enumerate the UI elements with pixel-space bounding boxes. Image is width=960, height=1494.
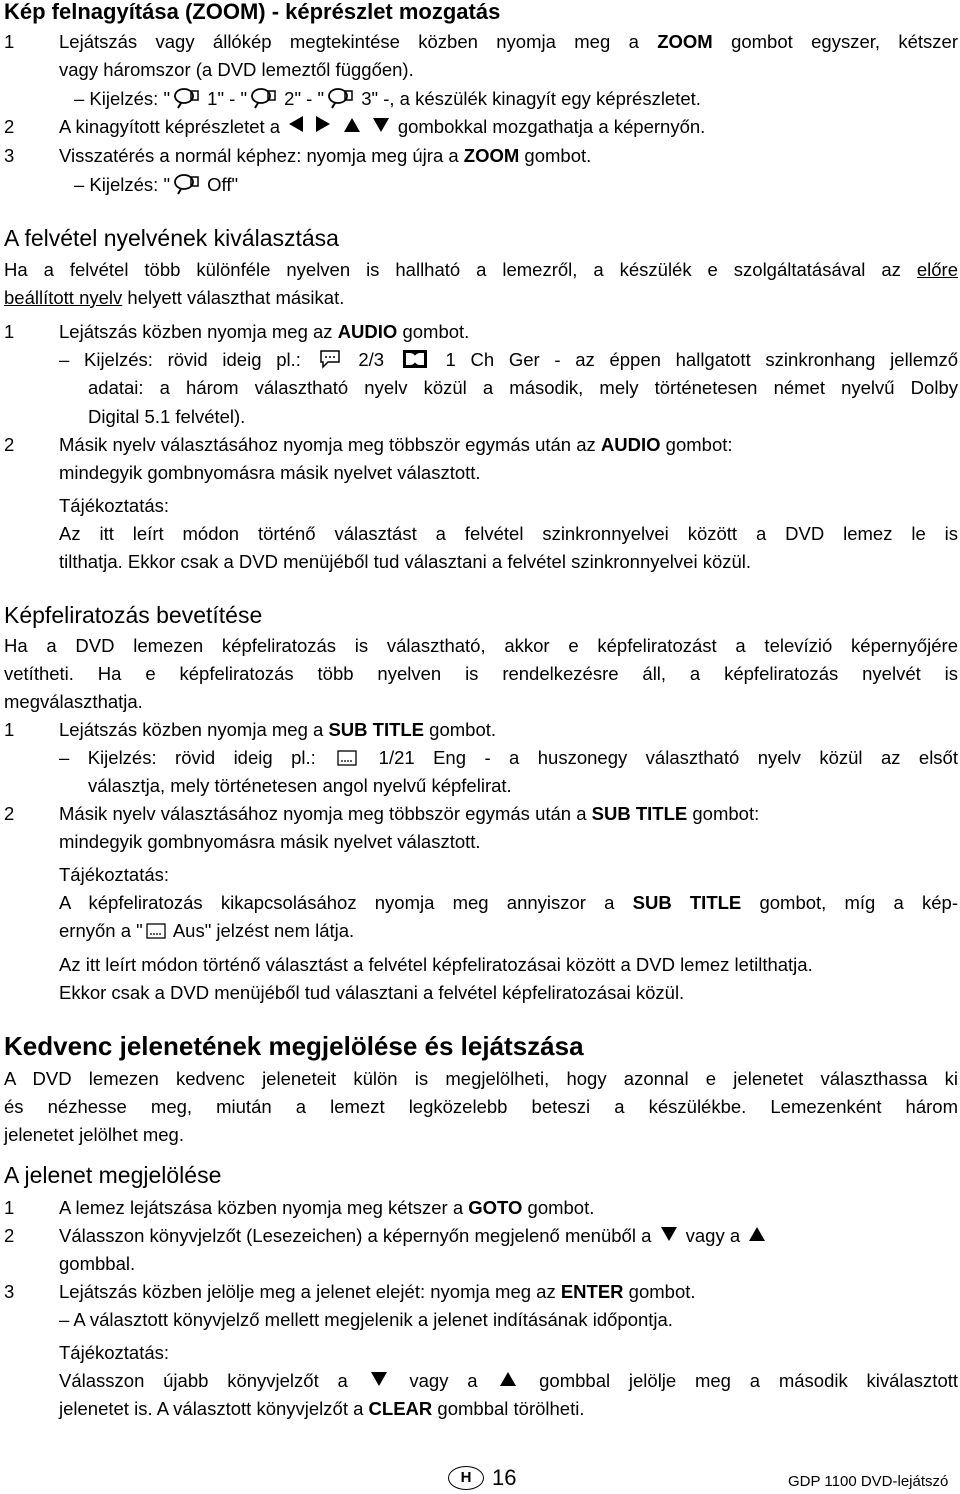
zoom-magnifier-icon [172,173,200,195]
language-badge: H [448,1466,484,1490]
step-number: 1 [4,719,15,740]
arrow-down-icon [371,1372,387,1386]
zoom-step-2: A kinagyított képrészletet a gombokkal mozgathatja a képernyőn. [59,116,706,137]
subtitle-info1-line2: ernyőn a " Aus" jelzést nem látja. [59,920,355,941]
subtitle-icon [145,921,167,941]
arrow-up-icon [500,1372,516,1386]
section-title-zoom: Kép felnagyítása (ZOOM) - képrészlet mozgatás [4,0,501,24]
zoom-step-1-cont: vagy háromszor (a DVD lemeztől függően). [59,59,414,80]
step-number: 1 [4,31,15,52]
mark-info-line2: jelenetet is. A választott könyvjelzőt a CLEAR gombbal törölheti. [59,1398,585,1419]
subtitle-display-line2: választja, mely történetesen angol nyelvű képfelirat. [88,775,512,796]
audio-display-line1: – Kijelzés: rövid ideig pl.: 2/3 1 Ch Ger - az éppen hallgatott szinkronhang jellemző [59,349,959,370]
subtitle-icon [336,748,358,768]
zoom-display-line: – Kijelzés: " 1" - " 2" - " 3" -, a készülék kinagyít egy képrészletet. [74,88,701,109]
subtitle-intro-line3: megválaszthatja. [4,691,143,712]
favorites-intro-line2: és nézhesse meg, miután a lemezt legközelebb beteszi a készülékbe. Lemezenként három [4,1096,958,1117]
zoom-off-display: – Kijelzés: " Off" [74,174,239,195]
zoom-magnifier-icon [249,87,277,109]
arrow-left-icon [289,116,303,132]
mark-info-line1: Válasszon újabb könyvjelzőt a vagy a gombbal jelölje meg a második kiválasztott [59,1370,959,1391]
step-number: 1 [4,1197,15,1218]
step-number: 2 [4,1225,15,1246]
mark-step-1: A lemez lejátszása közben nyomja meg kétszer a GOTO gombot. [59,1197,595,1218]
section-title-mark-scene: A jelenet megjelölése [4,1162,222,1188]
page-number: 16 [492,1465,517,1490]
zoom-magnifier-icon [172,87,200,109]
favorites-intro-line3: jelenetet jelölhet meg. [4,1124,184,1145]
audio-step-2-cont: mindegyik gombnyomásra másik nyelvet választott. [59,462,481,483]
section-title-audio: A felvétel nyelvének kiválasztása [4,225,339,251]
subtitle-step-2-cont: mindegyik gombnyomásra másik nyelvet választott. [59,831,481,852]
model-name: GDP 1100 DVD-lejátszó [788,1473,949,1490]
arrow-up-icon [749,1227,765,1241]
audio-display-line2: adatai: a három választható nyelv közül a második, mely történetesen német nyelvű Dolby [88,377,958,398]
mark-step-3: Lejátszás közben jelölje meg a jelenet elejét: nyomja meg az ENTER gombot. [59,1281,696,1302]
section-title-subtitles: Képfeliratozás bevetítése [4,602,263,628]
step-number: 2 [4,803,15,824]
subtitle-info2-line2: Ekkor csak a DVD menüjéből tud választani a felvétel képfeliratozásai közül. [59,982,685,1003]
arrow-up-icon [344,118,360,132]
zoom-step-3: Visszatérés a normál képhez: nyomja meg újra a ZOOM gombot. [59,145,592,166]
audio-info-line2: tilthatja. Ekkor csak a DVD menüjéből tud választani a felvétel szinkronnyelvei közül. [59,551,752,572]
audio-step-2: Másik nyelv választásához nyomja meg többször egymás után az AUDIO gombot: [59,434,733,455]
step-number: 2 [4,434,15,455]
info-heading: Tájékoztatás: [59,1342,170,1363]
info-heading: Tájékoztatás: [59,864,170,885]
step-number: 3 [4,145,15,166]
subtitle-info2-line1: Az itt leírt módon történő választást a felvétel képfeliratozásai között a DVD lemez letilthatja. [59,954,813,975]
step-number: 2 [4,116,15,137]
info-heading: Tájékoztatás: [59,495,170,516]
mark-step-2: Válasszon könyvjelzőt (Lesezeichen) a képernyőn megjelenő menüből a vagy a [59,1224,769,1248]
step-number: 1 [4,321,15,342]
section-title-favorites: Kedvenc jelenetének megjelölése és lejátszása [4,1031,584,1061]
zoom-magnifier-icon [326,87,354,109]
subtitle-step-1: Lejátszás közben nyomja meg a SUB TITLE gombot. [59,719,497,740]
audio-display-line3: Digital 5.1 felvétel). [88,406,246,427]
audio-info-line1: Az itt leírt módon történő választást a felvétel szinkronnyelvei között a DVD lemez le is [59,523,958,544]
subtitle-step-2: Másik nyelv választásához nyomja meg többször egymás után a SUB TITLE gombot: [59,803,760,824]
subtitle-intro-line2: vetítheti. Ha e képfeliratozás több nyelven is rendelkezésre áll, a képfeliratozás nyelvét is [4,663,958,684]
arrow-right-icon [316,116,330,132]
mark-step-2-cont: gombbal. [59,1253,136,1274]
audio-intro-line1: Ha a felvétel több különféle nyelven is hallható a lemezről, a készülék e szolgáltatásával az előre [4,259,958,280]
subtitle-info1-line1: A képfeliratozás kikapcsolásához nyomja meg annyiszor a SUB TITLE gombot, míg a kép- [59,892,958,913]
audio-step-1: Lejátszás közben nyomja meg az AUDIO gombot. [59,321,470,342]
audio-intro-line2: beállított nyelv helyett választhat másikat. [4,287,345,308]
mark-step-3-cont: – A választott könyvjelző mellett megjelenik a jelenet indításának időpontja. [59,1309,673,1330]
dolby-logo-icon [401,348,429,370]
subtitle-display-line1: – Kijelzés: rövid ideig pl.: 1/21 Eng - a huszonegy választható nyelv közül az elsőt [59,747,958,768]
favorites-intro-line1: A DVD lemezen kedvenc jeleneteit külön is megjelölheti, hogy azonnal e jelenetet választhassa ki [4,1068,958,1089]
speech-bubble-icon [318,348,342,370]
step-number: 3 [4,1281,15,1302]
zoom-step-1: Lejátszás vagy állókép megtekintése közben nyomja meg a ZOOM gombot egyszer, kétszer [59,31,958,52]
arrow-down-icon [661,1227,677,1241]
subtitle-intro-line1: Ha a DVD lemezen képfeliratozás is választható, akkor e képfeliratozást a televízió képernyőjére [4,635,958,656]
arrow-down-icon [373,118,389,132]
